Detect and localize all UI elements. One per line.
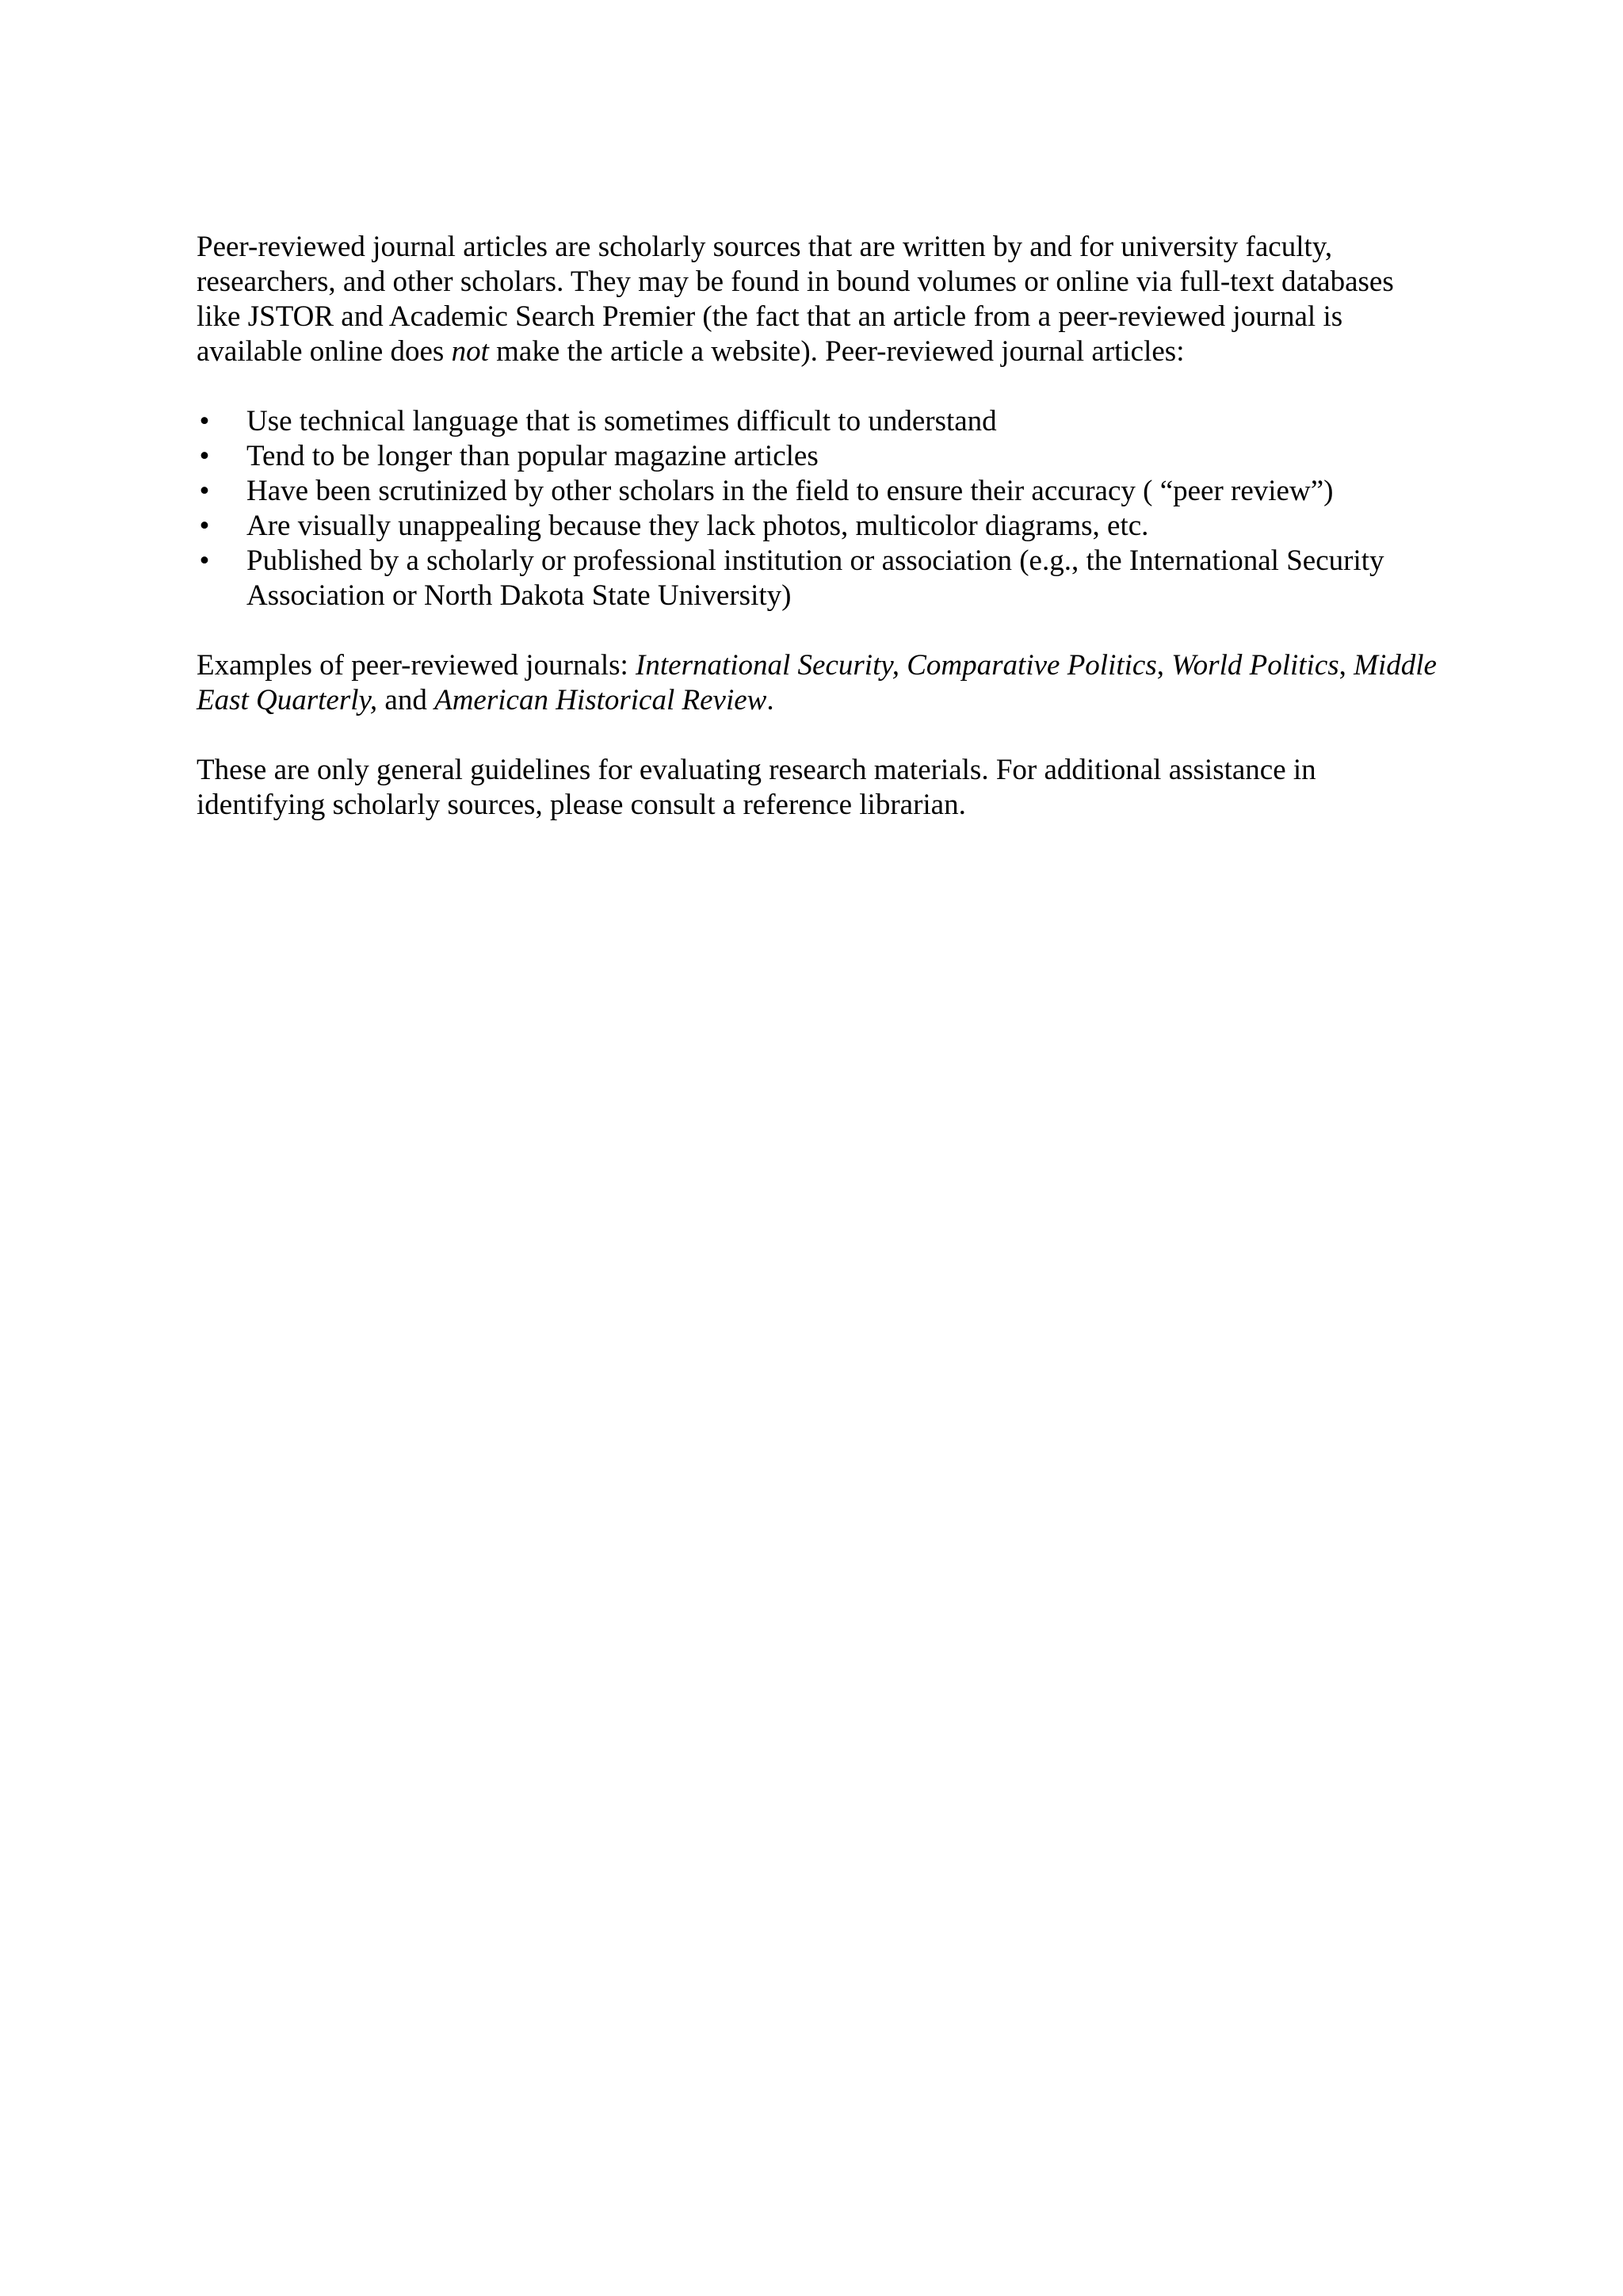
bullet-icon: •	[199, 405, 210, 437]
list-item-text: Have been scrutinized by other scholars in the field to ensure their accuracy ( “peer review”)	[246, 475, 1334, 507]
examples-paragraph	[197, 648, 1441, 718]
characteristics-list	[197, 404, 1441, 613]
intro-text-part2: make the article a website). Peer-reviewed journal articles:	[488, 335, 1185, 368]
list-item-text: Published by a scholarly or professional institution or association (e.g., the International Security Association or North Dakota State University)	[246, 544, 1384, 612]
journal-title: Middle East Quarterly,	[197, 649, 1437, 716]
bullet-icon: •	[199, 510, 210, 542]
list-item	[197, 404, 1441, 439]
examples-lead: Examples of peer-reviewed journals:	[197, 649, 636, 682]
list-item-text: Are visually unappealing because they lack photos, multicolor diagrams, etc.	[246, 510, 1149, 542]
closing-paragraph: These are only general guidelines for evaluating research materials. For additional assistance in identifying scholarly sources, please consult a reference librarian.	[197, 754, 1316, 821]
list-item	[197, 509, 1441, 544]
journal-title: World Politics	[1171, 649, 1339, 682]
bullet-icon: •	[199, 475, 210, 507]
examples-separator: ,	[1338, 649, 1354, 682]
bullet-icon: •	[199, 544, 210, 577]
journal-title: American Historical Review	[434, 684, 767, 716]
intro-paragraph	[197, 230, 1441, 369]
bullet-icon: •	[199, 440, 210, 472]
list-item	[197, 439, 1441, 474]
intro-emphasis: not	[451, 335, 489, 368]
examples-separator: and	[377, 684, 435, 716]
examples-separator: ,	[1156, 649, 1172, 682]
journal-title: International Security, Comparative Politics	[636, 649, 1157, 682]
list-item	[197, 544, 1441, 613]
intro-text-part1: Peer-reviewed journal articles are scholarly sources that are written by and for university faculty, researchers, and other scholars. They may be found in bound volumes or online via full-text databases like JSTOR and Academic Search Premier (the fact that an article from a peer-reviewed journal is available online does	[197, 231, 1394, 368]
list-item	[197, 474, 1441, 509]
list-item-text: Use technical language that is sometimes difficult to understand	[246, 405, 997, 437]
examples-end: .	[766, 684, 774, 716]
list-item-text: Tend to be longer than popular magazine articles	[246, 440, 819, 472]
document-page	[197, 230, 1441, 858]
